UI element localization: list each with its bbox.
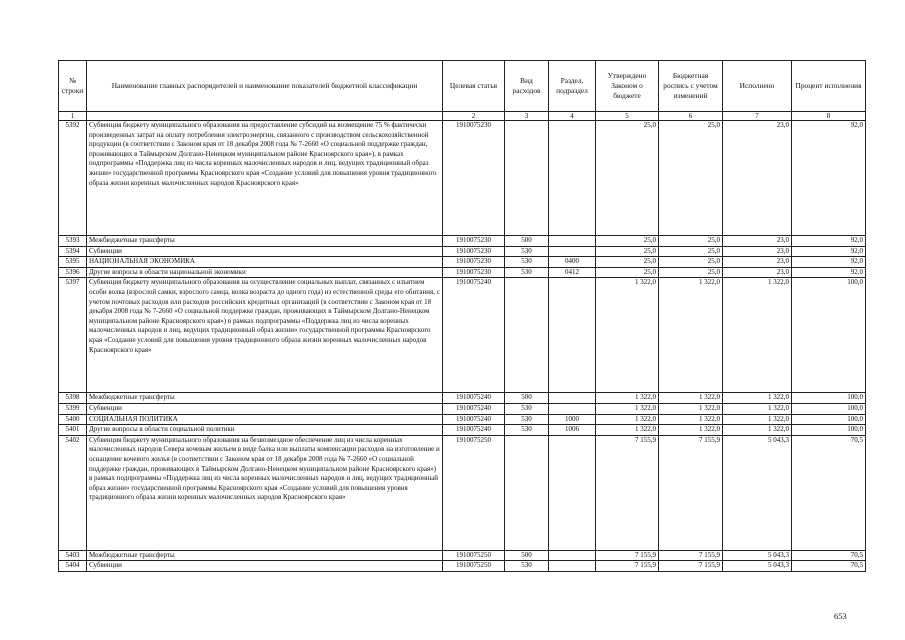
percent-cell: 100,0 xyxy=(792,403,866,414)
column-number: 5 xyxy=(596,112,659,121)
page-number: 653 xyxy=(834,611,847,621)
section-cell xyxy=(549,121,596,236)
indicator-name-cell: НАЦИОНАЛЬНАЯ ЭКОНОМИКА xyxy=(87,257,443,268)
target-article-cell: 1910075230 xyxy=(443,236,505,247)
approved-amount-cell: 1 322,0 xyxy=(596,425,659,436)
header-section: Раздел, подраздел xyxy=(549,61,596,112)
table-row xyxy=(59,267,866,278)
budget-amount-cell: 7 155,9 xyxy=(659,561,723,572)
indicator-name-cell: Межбюджетные трансферты xyxy=(87,550,443,561)
executed-amount-cell: 1 322,0 xyxy=(723,414,792,425)
budget-amount-cell: 25,0 xyxy=(659,121,723,236)
approved-amount-cell: 1 322,0 xyxy=(596,403,659,414)
percent-cell: 70,5 xyxy=(792,561,866,572)
column-number: 3 xyxy=(505,112,549,121)
percent-cell: 92,0 xyxy=(792,121,866,236)
section-cell xyxy=(549,278,596,393)
column-number xyxy=(87,112,443,121)
executed-amount-cell: 23,0 xyxy=(723,257,792,268)
executed-amount-cell: 23,0 xyxy=(723,121,792,236)
table-row xyxy=(59,278,866,393)
target-article-cell: 1910075230 xyxy=(443,257,505,268)
table-row xyxy=(59,257,866,268)
percent-cell: 70,5 xyxy=(792,550,866,561)
budget-amount-cell: 1 322,0 xyxy=(659,414,723,425)
percent-cell: 92,0 xyxy=(792,246,866,257)
budget-amount-cell: 1 322,0 xyxy=(659,393,723,404)
executed-amount-cell: 1 322,0 xyxy=(723,403,792,414)
expense-type-cell xyxy=(505,278,549,393)
row-number-cell: 5396 xyxy=(59,267,87,278)
percent-cell: 100,0 xyxy=(792,425,866,436)
indicator-name-cell: СОЦИАЛЬНАЯ ПОЛИТИКА xyxy=(87,414,443,425)
section-cell xyxy=(549,435,596,550)
header-name: Наименование главных распорядителей и наименование показателей бюджетной классификации xyxy=(87,61,443,112)
indicator-name-cell: Субвенции xyxy=(87,561,443,572)
row-number-cell: 5403 xyxy=(59,550,87,561)
percent-cell: 92,0 xyxy=(792,236,866,247)
target-article-cell: 1910075230 xyxy=(443,121,505,236)
section-cell: 0412 xyxy=(549,267,596,278)
expense-type-cell: 530 xyxy=(505,403,549,414)
executed-amount-cell: 1 322,0 xyxy=(723,425,792,436)
section-cell: 1006 xyxy=(549,425,596,436)
approved-amount-cell: 7 155,9 xyxy=(596,435,659,550)
target-article-cell: 1910075250 xyxy=(443,435,505,550)
indicator-name-cell: Межбюджетные трансферты xyxy=(87,236,443,247)
executed-amount-cell: 5 043,3 xyxy=(723,550,792,561)
column-number: 6 xyxy=(659,112,723,121)
expense-type-cell: 500 xyxy=(505,393,549,404)
percent-cell: 100,0 xyxy=(792,278,866,393)
expense-type-cell xyxy=(505,121,549,236)
row-number-cell: 5397 xyxy=(59,278,87,393)
expense-type-cell: 530 xyxy=(505,246,549,257)
approved-amount-cell: 25,0 xyxy=(596,121,659,236)
row-number-cell: 5395 xyxy=(59,257,87,268)
executed-amount-cell: 23,0 xyxy=(723,267,792,278)
percent-cell: 100,0 xyxy=(792,414,866,425)
table-row xyxy=(59,403,866,414)
section-cell xyxy=(549,561,596,572)
section-cell xyxy=(549,236,596,247)
section-cell: 1000 xyxy=(549,414,596,425)
executed-amount-cell: 1 322,0 xyxy=(723,393,792,404)
approved-amount-cell: 7 155,9 xyxy=(596,550,659,561)
table-row xyxy=(59,550,866,561)
executed-amount-cell: 1 322,0 xyxy=(723,278,792,393)
expense-type-cell: 500 xyxy=(505,550,549,561)
expense-type-cell xyxy=(505,435,549,550)
indicator-name-cell: Межбюджетные трансферты xyxy=(87,393,443,404)
budget-execution-table xyxy=(58,60,866,572)
expense-type-cell: 530 xyxy=(505,257,549,268)
section-cell xyxy=(549,393,596,404)
target-article-cell: 1910075240 xyxy=(443,403,505,414)
table-row xyxy=(59,236,866,247)
budget-amount-cell: 1 322,0 xyxy=(659,403,723,414)
budget-amount-cell: 25,0 xyxy=(659,257,723,268)
budget-amount-cell: 25,0 xyxy=(659,236,723,247)
row-number-cell: 5402 xyxy=(59,435,87,550)
executed-amount-cell: 23,0 xyxy=(723,246,792,257)
column-number: 8 xyxy=(792,112,866,121)
header-approved: Утверждено Законом о бюджете xyxy=(596,61,659,112)
indicator-name-cell: Субвенции xyxy=(87,246,443,257)
table-header xyxy=(59,61,866,121)
budget-amount-cell: 7 155,9 xyxy=(659,550,723,561)
budget-amount-cell: 1 322,0 xyxy=(659,278,723,393)
indicator-name-cell: Субвенция бюджету муниципального образования на предоставление субсидий на возмещение 75 % фактически произведенных затрат на оплату потребления электроэнергии, связанного с производством сельскохозяйственной продукции (в соответствии с Законом края от 18 декабря 2008 года № 7-2660 «О социальной поддержке граждан, проживающих в Таймырском Долгано-Ненецком муниципальном районе Красноярского края»), в рамках подпрограммы «Поддержка лиц из числа коренных малочисленных народов и лиц, ведущих традиционный образ жизни» государственной программы Красноярского края «Создание условий для повышения уровня традиционного образа жизни коренных малочисленных народов Красноярского края» xyxy=(87,121,443,236)
target-article-cell: 1910075240 xyxy=(443,278,505,393)
row-number-cell: 5399 xyxy=(59,403,87,414)
approved-amount-cell: 25,0 xyxy=(596,246,659,257)
approved-amount-cell: 1 322,0 xyxy=(596,393,659,404)
approved-amount-cell: 1 322,0 xyxy=(596,278,659,393)
header-executed: Исполнено xyxy=(723,61,792,112)
column-number: 2 xyxy=(443,112,505,121)
approved-amount-cell: 25,0 xyxy=(596,236,659,247)
header-expense-type: Вид расходов xyxy=(505,61,549,112)
column-number: 1 xyxy=(59,112,87,121)
target-article-cell: 1910075230 xyxy=(443,267,505,278)
expense-type-cell: 530 xyxy=(505,414,549,425)
section-cell xyxy=(549,550,596,561)
executed-amount-cell: 5 043,3 xyxy=(723,561,792,572)
budget-amount-cell: 1 322,0 xyxy=(659,425,723,436)
table-row xyxy=(59,561,866,572)
row-number-cell: 5404 xyxy=(59,561,87,572)
approved-amount-cell: 7 155,9 xyxy=(596,561,659,572)
table-row xyxy=(59,435,866,550)
indicator-name-cell: Субвенция бюджету муниципального образования на осуществление социальных выплат, связанных с изъятием особи волка (взрослой самки, взрослого самца, волка возраста до одного года) из естественной среды его обитания, с учетом почтовых расходов или расходов российских кредитных организаций (в соответствии с Законом края от 18 декабря 2008 года № 7-2660 «О социальной поддержке граждан, проживающих в Таймырском Долгано-Ненецком муниципальном районе Красноярского края») в рамках подпрограммы «Поддержка лиц из числа коренных малочисленных народов и лиц, ведущих традиционный образ жизни» государственной программы Красноярского края «Создание условий для повышения уровня традиционного образа жизни коренных малочисленных народов Красноярского края» xyxy=(87,278,443,393)
table-row xyxy=(59,121,866,236)
table-row xyxy=(59,414,866,425)
section-cell xyxy=(549,403,596,414)
row-number-cell: 5394 xyxy=(59,246,87,257)
indicator-name-cell: Другие вопросы в области социальной политики xyxy=(87,425,443,436)
table-row xyxy=(59,393,866,404)
target-article-cell: 1910075230 xyxy=(443,246,505,257)
table-row xyxy=(59,246,866,257)
target-article-cell: 1910075250 xyxy=(443,550,505,561)
row-number-cell: 5401 xyxy=(59,425,87,436)
indicator-name-cell: Субвенции xyxy=(87,403,443,414)
table-body xyxy=(59,121,866,572)
budget-amount-cell: 7 155,9 xyxy=(659,435,723,550)
row-number-cell: 5400 xyxy=(59,414,87,425)
percent-cell: 92,0 xyxy=(792,267,866,278)
column-number-row xyxy=(59,112,866,121)
executed-amount-cell: 23,0 xyxy=(723,236,792,247)
target-article-cell: 1910075240 xyxy=(443,425,505,436)
budget-amount-cell: 25,0 xyxy=(659,267,723,278)
header-row-number: № строки xyxy=(59,61,87,112)
approved-amount-cell: 1 322,0 xyxy=(596,414,659,425)
header-budget-schedule: Бюджетная роспись с учетом изменений xyxy=(659,61,723,112)
expense-type-cell: 530 xyxy=(505,267,549,278)
indicator-name-cell: Субвенция бюджету муниципального образования на безвозмездное обеспечение лиц из числа коренных малочисленных народов Севера кочевым жильем в виде балка или выплаты компенсации расходов на изготовление и оснащение кочевого жилья (в соответствии с Законом края от 18 декабря 2008 года № 7-2660 «О социальной поддержке граждан, проживающих в Таймырском Долгано-Ненецком муниципальном районе Красноярского края») в рамках подпрограммы «Поддержка лиц из числа коренных малочисленных народов и лиц, ведущих традиционный образ жизни» государственной программы Красноярского края «Создание условий для повышения уровня традиционного образа жизни коренных малочисленных народов Красноярского края» xyxy=(87,435,443,550)
budget-amount-cell: 25,0 xyxy=(659,246,723,257)
row-number-cell: 5392 xyxy=(59,121,87,236)
row-number-cell: 5398 xyxy=(59,393,87,404)
percent-cell: 92,0 xyxy=(792,257,866,268)
header-target-article: Целевая статья xyxy=(443,61,505,112)
expense-type-cell: 530 xyxy=(505,425,549,436)
section-cell: 0400 xyxy=(549,257,596,268)
target-article-cell: 1910075240 xyxy=(443,393,505,404)
percent-cell: 100,0 xyxy=(792,393,866,404)
target-article-cell: 1910075250 xyxy=(443,561,505,572)
approved-amount-cell: 25,0 xyxy=(596,267,659,278)
section-cell xyxy=(549,246,596,257)
percent-cell: 70,5 xyxy=(792,435,866,550)
expense-type-cell: 530 xyxy=(505,561,549,572)
column-number: 7 xyxy=(723,112,792,121)
approved-amount-cell: 25,0 xyxy=(596,257,659,268)
expense-type-cell: 500 xyxy=(505,236,549,247)
table-row xyxy=(59,425,866,436)
header-percent: Процент исполнения xyxy=(792,61,866,112)
executed-amount-cell: 5 043,3 xyxy=(723,435,792,550)
target-article-cell: 1910075240 xyxy=(443,414,505,425)
row-number-cell: 5393 xyxy=(59,236,87,247)
indicator-name-cell: Другие вопросы в области национальной экономики xyxy=(87,267,443,278)
column-number: 4 xyxy=(549,112,596,121)
